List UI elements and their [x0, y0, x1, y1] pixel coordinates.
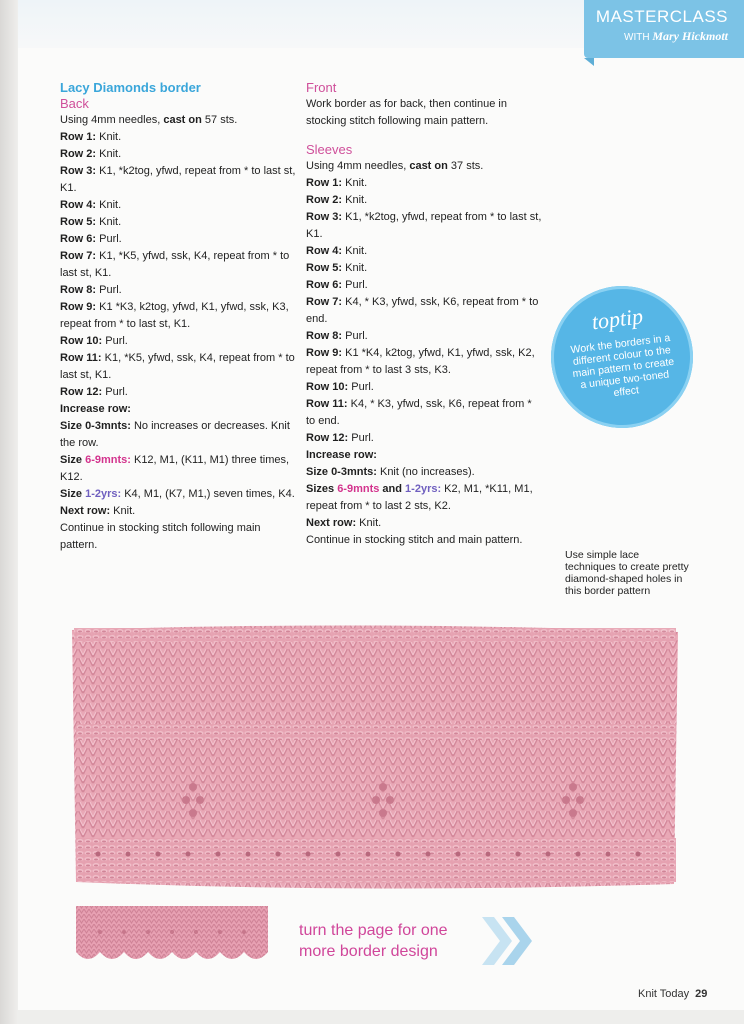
- cast-on-text: Using 4mm needles,: [60, 114, 164, 126]
- pattern-row: [60, 214, 296, 231]
- continue-line: Continue in stocking stitch following main pattern.: [60, 522, 261, 551]
- row-text: K4, * K3, yfwd, ssk, K6, repeat from * to end.: [306, 398, 532, 427]
- row-label: Row 6:: [306, 279, 343, 291]
- author-name: Mary Hickmott: [652, 29, 728, 43]
- row-label: Row 5:: [60, 216, 97, 228]
- pattern-row: [306, 396, 542, 430]
- size-text: K4, M1, (K7, M1,) seven times, K4.: [121, 488, 295, 500]
- row-list: [60, 129, 296, 401]
- row-label: Row 12:: [60, 386, 103, 398]
- increase-label: Increase row:: [306, 449, 377, 461]
- size-label: Size: [60, 488, 86, 500]
- pattern-row: [306, 345, 542, 379]
- size-value: 6-9mnts:: [85, 454, 131, 466]
- size-line: [60, 418, 296, 452]
- section-title: MASTERCLASS: [595, 7, 728, 26]
- size-label: Size: [60, 454, 86, 466]
- row-text: Knit.: [342, 245, 368, 257]
- next-row-text: Knit.: [356, 517, 382, 529]
- row-text: Knit.: [96, 216, 122, 228]
- magazine-name: Knit Today: [638, 988, 690, 1000]
- size-line: [60, 486, 296, 503]
- row-label: Row 3:: [60, 165, 97, 177]
- pattern-row: [60, 197, 296, 214]
- row-text: K1, *K5, yfwd, ssk, K4, repeat from * to last st, K1.: [60, 352, 295, 381]
- pattern-row: [306, 175, 542, 192]
- sizes-line: [306, 481, 542, 515]
- continue-line: Continue in stocking stitch and main pattern.: [306, 534, 523, 546]
- next-row-text: Knit.: [110, 505, 136, 517]
- next-row-label: Next row:: [306, 517, 357, 529]
- size-label: Size 0-3mnts:: [60, 420, 131, 432]
- row-text: Purl.: [102, 335, 128, 347]
- row-label: Row 11:: [60, 352, 102, 364]
- pattern-row: [306, 209, 542, 243]
- pattern-row: [306, 328, 542, 345]
- row-text: Knit.: [342, 194, 368, 206]
- row-text: Knit.: [96, 148, 122, 160]
- back-instructions: [60, 80, 296, 554]
- pattern-row: [306, 277, 542, 294]
- row-list: [306, 175, 542, 447]
- page-footer: [638, 988, 707, 1000]
- row-label: Row 8:: [306, 330, 343, 342]
- size-value: 6-9mnts: [337, 483, 380, 495]
- row-text: Knit.: [96, 131, 122, 143]
- pattern-row: [60, 163, 296, 197]
- pattern-row: [306, 192, 542, 209]
- row-text: K1, *k2tog, yfwd, repeat from * to last st, K1.: [306, 211, 542, 240]
- size-text: No increases or decreases. Knit the row.: [60, 420, 290, 449]
- pattern-row: [306, 379, 542, 396]
- pattern-row: [306, 260, 542, 277]
- back-heading: Back: [60, 96, 89, 111]
- row-label: Row 7:: [60, 250, 97, 262]
- row-label: Row 2:: [60, 148, 97, 160]
- size-value: 1-2yrs:: [405, 483, 442, 495]
- next-row-label: Next row:: [60, 505, 111, 517]
- size-line: [60, 452, 296, 486]
- photo-caption: Use simple lace techniques to create pretty diamond-shaped holes in this border pattern: [565, 549, 689, 597]
- row-label: Row 9:: [306, 347, 343, 359]
- pattern-row: [306, 430, 542, 447]
- pattern-row: [60, 146, 296, 163]
- turn-page-line2: more border design: [299, 943, 438, 960]
- pattern-row: [60, 248, 296, 282]
- sizes-and: and: [379, 483, 406, 495]
- masterclass-tab: [584, 0, 744, 58]
- knitted-swatch-image: [68, 622, 682, 894]
- row-label: Row 4:: [60, 199, 97, 211]
- turn-page-prompt: [299, 920, 499, 962]
- next-row-line: [306, 515, 542, 532]
- next-row-line: [60, 503, 296, 520]
- row-text: Knit.: [96, 199, 122, 211]
- row-text: Knit.: [342, 262, 368, 274]
- row-text: Purl.: [342, 330, 368, 342]
- cast-on-line: [60, 112, 296, 129]
- row-text: Purl.: [348, 432, 374, 444]
- row-label: Row 1:: [60, 131, 97, 143]
- cast-on-text: Using 4mm needles,: [306, 160, 410, 172]
- cast-on-line: [306, 158, 542, 175]
- row-label: Row 11:: [306, 398, 348, 410]
- row-label: Row 10:: [306, 381, 349, 393]
- pattern-row: [60, 282, 296, 299]
- pattern-row: [60, 299, 296, 333]
- row-text: Purl.: [96, 284, 122, 296]
- size-text: Knit (no increases).: [376, 466, 475, 478]
- top-tip-body: Work the borders in a different colour to the main pattern to create a unique two-toned effect: [569, 332, 675, 400]
- size-text: K12, M1, (K11, M1) three times, K12.: [60, 454, 290, 483]
- cast-on-count: 57 sts.: [201, 114, 238, 126]
- row-text: K1, *k2tog, yfwd, repeat from * to last st, K1.: [60, 165, 296, 194]
- row-label: Row 4:: [306, 245, 343, 257]
- cast-on-count: 37 sts.: [447, 160, 484, 172]
- pattern-row: [306, 243, 542, 260]
- size-value: 1-2yrs:: [85, 488, 122, 500]
- pattern-title: Lacy Diamonds border: [60, 80, 201, 95]
- increase-heading: [306, 447, 542, 464]
- row-text: Knit.: [342, 177, 368, 189]
- row-label: Row 5:: [306, 262, 343, 274]
- size-label: Size 0-3mnts:: [306, 466, 377, 478]
- lace-border-preview: [74, 904, 270, 966]
- row-label: Row 6:: [60, 233, 97, 245]
- top-tip-title: toptip: [590, 303, 645, 335]
- row-label: Row 2:: [306, 194, 343, 206]
- row-text: K1, *K5, yfwd, ssk, K4, repeat from * to last st, K1.: [60, 250, 290, 279]
- row-label: Row 9:: [60, 301, 97, 313]
- with-label: WITH: [624, 32, 650, 43]
- size-line: [306, 464, 542, 481]
- pattern-row: [60, 350, 296, 384]
- author-line: [624, 29, 728, 44]
- row-label: Row 3:: [306, 211, 343, 223]
- page-spine: [0, 0, 18, 1024]
- cast-on-bold: cast on: [409, 160, 448, 172]
- front-heading: Front: [306, 80, 337, 95]
- increase-heading: [60, 401, 296, 418]
- page-number: 29: [695, 988, 708, 1000]
- row-text: K4, * K3, yfwd, ssk, K6, repeat from * to end.: [306, 296, 539, 325]
- row-text: Purl.: [348, 381, 374, 393]
- row-text: Purl.: [102, 386, 128, 398]
- front-text: Work border as for back, then continue in stocking stitch following main pattern.: [306, 98, 507, 127]
- front-sleeves-instructions: [306, 80, 542, 549]
- size-text: K2, M1, *K11, M1, repeat from * to last 2 sts, K2.: [306, 483, 533, 512]
- sleeves-heading: Sleeves: [306, 142, 353, 157]
- sizes-label: Sizes: [306, 483, 338, 495]
- pattern-row: [60, 333, 296, 350]
- double-chevron-right-icon: [478, 913, 538, 969]
- cast-on-bold: cast on: [163, 114, 202, 126]
- turn-page-line1: turn the page for one: [299, 922, 448, 939]
- increase-label: Increase row:: [60, 403, 131, 415]
- row-label: Row 1:: [306, 177, 343, 189]
- row-text: K1 *K3, k2tog, yfwd, K1, yfwd, ssk, K3, repeat from * to last st, K1.: [60, 301, 289, 330]
- row-text: Purl.: [342, 279, 368, 291]
- row-label: Row 12:: [306, 432, 349, 444]
- row-text: K1 *K4, k2tog, yfwd, K1, yfwd, ssk, K2, repeat from * to last 3 sts, K3.: [306, 347, 535, 376]
- bottom-band: [18, 1010, 744, 1024]
- row-label: Row 10:: [60, 335, 103, 347]
- pattern-row: [60, 231, 296, 248]
- row-label: Row 8:: [60, 284, 97, 296]
- row-label: Row 7:: [306, 296, 343, 308]
- row-text: Purl.: [96, 233, 122, 245]
- pattern-row: [306, 294, 542, 328]
- pattern-row: [60, 384, 296, 401]
- pattern-row: [60, 129, 296, 146]
